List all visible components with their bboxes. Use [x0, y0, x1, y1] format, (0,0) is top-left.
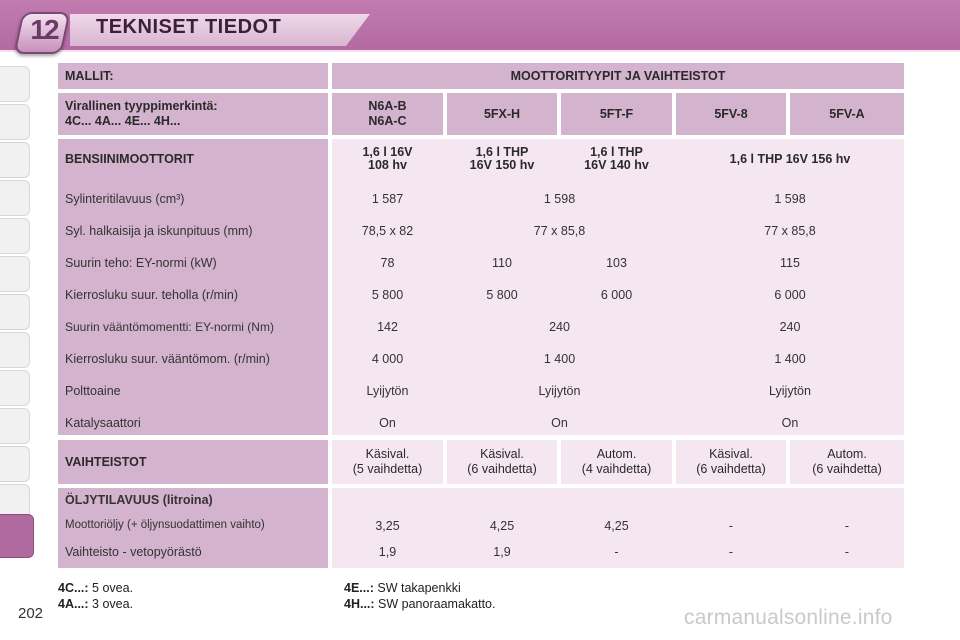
spec-label: Suurin vääntömomentti: EY-normi (Nm)	[65, 320, 274, 334]
page-number: 202	[18, 605, 44, 622]
oil-value: 4,25	[489, 519, 515, 533]
spec-value: 1 598	[774, 192, 806, 206]
engine-header: 1,6 l 16V 108 hv	[362, 145, 413, 172]
oil-value: 1,9	[378, 545, 397, 559]
chapter-tab[interactable]	[0, 218, 30, 254]
spec-value: On	[379, 416, 396, 430]
spec-label: Kierrosluku suur. vääntömom. (r/min)	[65, 352, 270, 366]
engine-header: 1,6 l THP 16V 140 hv	[584, 145, 649, 172]
note-code: 4A...:	[58, 597, 89, 611]
note-code: 4E...:	[344, 581, 374, 595]
oil-value: 4,25	[604, 519, 629, 533]
page-title: TEKNISET TIEDOT	[96, 16, 282, 38]
spec-value: 77 x 85,8	[533, 224, 586, 238]
spec-value: Lyijytön	[769, 384, 811, 398]
note-code: 4C...:	[58, 581, 89, 595]
watermark: carmanualsonline.info	[684, 606, 893, 629]
spec-value: 78,5 x 82	[361, 224, 414, 238]
gearbox-value: Autom. (6 vaihdetta)	[790, 440, 904, 484]
spec-value: 240	[779, 320, 801, 334]
note-text: 3 ovea.	[92, 597, 134, 611]
spec-value: 78	[380, 256, 395, 270]
note-text: SW panoraamakatto.	[378, 597, 496, 611]
spec-value: 4 000	[371, 352, 404, 366]
note-text: 5 ovea.	[92, 581, 134, 595]
oil-value: -	[728, 519, 734, 533]
note-text: SW takapenkki	[377, 581, 461, 595]
gearbox-value: Käsival. (5 vaihdetta)	[332, 440, 443, 484]
spec-value: Lyijytön	[538, 384, 581, 398]
type-code: N6A-B N6A-C	[332, 93, 443, 135]
chapter-tab[interactable]	[0, 104, 30, 140]
petrol-section-label: BENSIINIMOOTTORIT	[65, 151, 194, 166]
chapter-number: 12	[30, 14, 58, 45]
spec-label: Kierrosluku suur. teholla (r/min)	[65, 288, 238, 302]
spec-value: 1 400	[774, 352, 806, 366]
oil-value: 3,25	[375, 519, 400, 533]
oil-row-label: Moottoriöljy (+ öljynsuodattimen vaihto)	[65, 519, 265, 531]
chapter-tab-active[interactable]	[0, 514, 34, 558]
type-code: 5FV-8	[676, 93, 786, 135]
spec-value: 1 400	[543, 352, 576, 366]
oil-value: -	[614, 545, 619, 559]
models-header: MOOTTORITYYPIT JA VAIHTEISTOT	[332, 63, 904, 89]
spec-value: 6 000	[600, 288, 633, 302]
type-label	[58, 93, 328, 135]
chapter-tab[interactable]	[0, 408, 30, 444]
spec-label: Syl. halkaisija ja iskunpituus (mm)	[65, 224, 253, 238]
type-code: 5FT-F	[561, 93, 672, 135]
type-code: 5FV-A	[790, 93, 904, 135]
spec-value: 240	[549, 320, 570, 334]
spec-value: 1 598	[543, 192, 576, 206]
chapter-tab[interactable]	[0, 294, 30, 330]
engine-header: 1,6 l THP 16V 156 hv	[729, 151, 851, 166]
spec-value: Lyijytön	[366, 384, 409, 398]
spec-value: 5 800	[486, 288, 518, 302]
type-code: 5FX-H	[447, 93, 557, 135]
spec-value: 142	[377, 320, 398, 334]
gearbox-value: Käsival. (6 vaihdetta)	[447, 440, 557, 484]
spec-value: 1 587	[371, 192, 404, 206]
note	[58, 580, 133, 596]
note-code: 4H...:	[344, 597, 375, 611]
note	[58, 596, 133, 612]
spec-value: 5 800	[371, 288, 404, 302]
spec-value: On	[781, 416, 799, 430]
spec-value: 115	[780, 256, 800, 270]
spec-value: 6 000	[774, 288, 806, 302]
gearbox-value: Autom. (4 vaihdetta)	[561, 440, 672, 484]
spec-label: Suurin teho: EY-normi (kW)	[65, 256, 217, 270]
oil-value: -	[728, 545, 734, 559]
chapter-tab[interactable]	[0, 256, 30, 292]
chapter-tabs	[0, 66, 34, 576]
spec-value: 110	[492, 256, 512, 270]
oil-value: -	[844, 519, 850, 533]
gearbox-label: VAIHTEISTOT	[58, 440, 328, 484]
chapter-tab[interactable]	[0, 66, 30, 102]
chapter-tab[interactable]	[0, 142, 30, 178]
type-label-line2: 4C... 4A... 4E... 4H...	[65, 114, 181, 128]
spec-value: On	[551, 416, 568, 430]
spec-value: 77 x 85,8	[764, 224, 816, 238]
models-label: MALLIT:	[58, 63, 328, 89]
spec-label: Sylinteritilavuus (cm³)	[65, 192, 185, 206]
spec-label: Katalysaattori	[65, 416, 141, 430]
chapter-tab[interactable]	[0, 370, 30, 406]
oil-section-label: ÖLJYTILAVUUS (litroina)	[65, 493, 213, 507]
oil-value: 1,9	[493, 545, 511, 559]
engine-header: 1,6 l THP 16V 150 hv	[469, 145, 535, 172]
oil-row-label: Vaihteisto - vetopyörästö	[65, 545, 202, 559]
oil-value: -	[844, 545, 850, 559]
chapter-tab[interactable]	[0, 446, 30, 482]
gearbox-value: Käsival. (6 vaihdetta)	[676, 440, 786, 484]
chapter-tab[interactable]	[0, 180, 30, 216]
note	[344, 596, 495, 612]
notes-left	[58, 580, 133, 612]
spec-value: 103	[606, 256, 627, 270]
spec-label: Polttoaine	[65, 384, 121, 398]
chapter-tab[interactable]	[0, 332, 30, 368]
type-label-line1: Virallinen tyyppimerkintä:	[65, 99, 218, 113]
note	[344, 580, 495, 596]
notes-right	[344, 580, 495, 612]
